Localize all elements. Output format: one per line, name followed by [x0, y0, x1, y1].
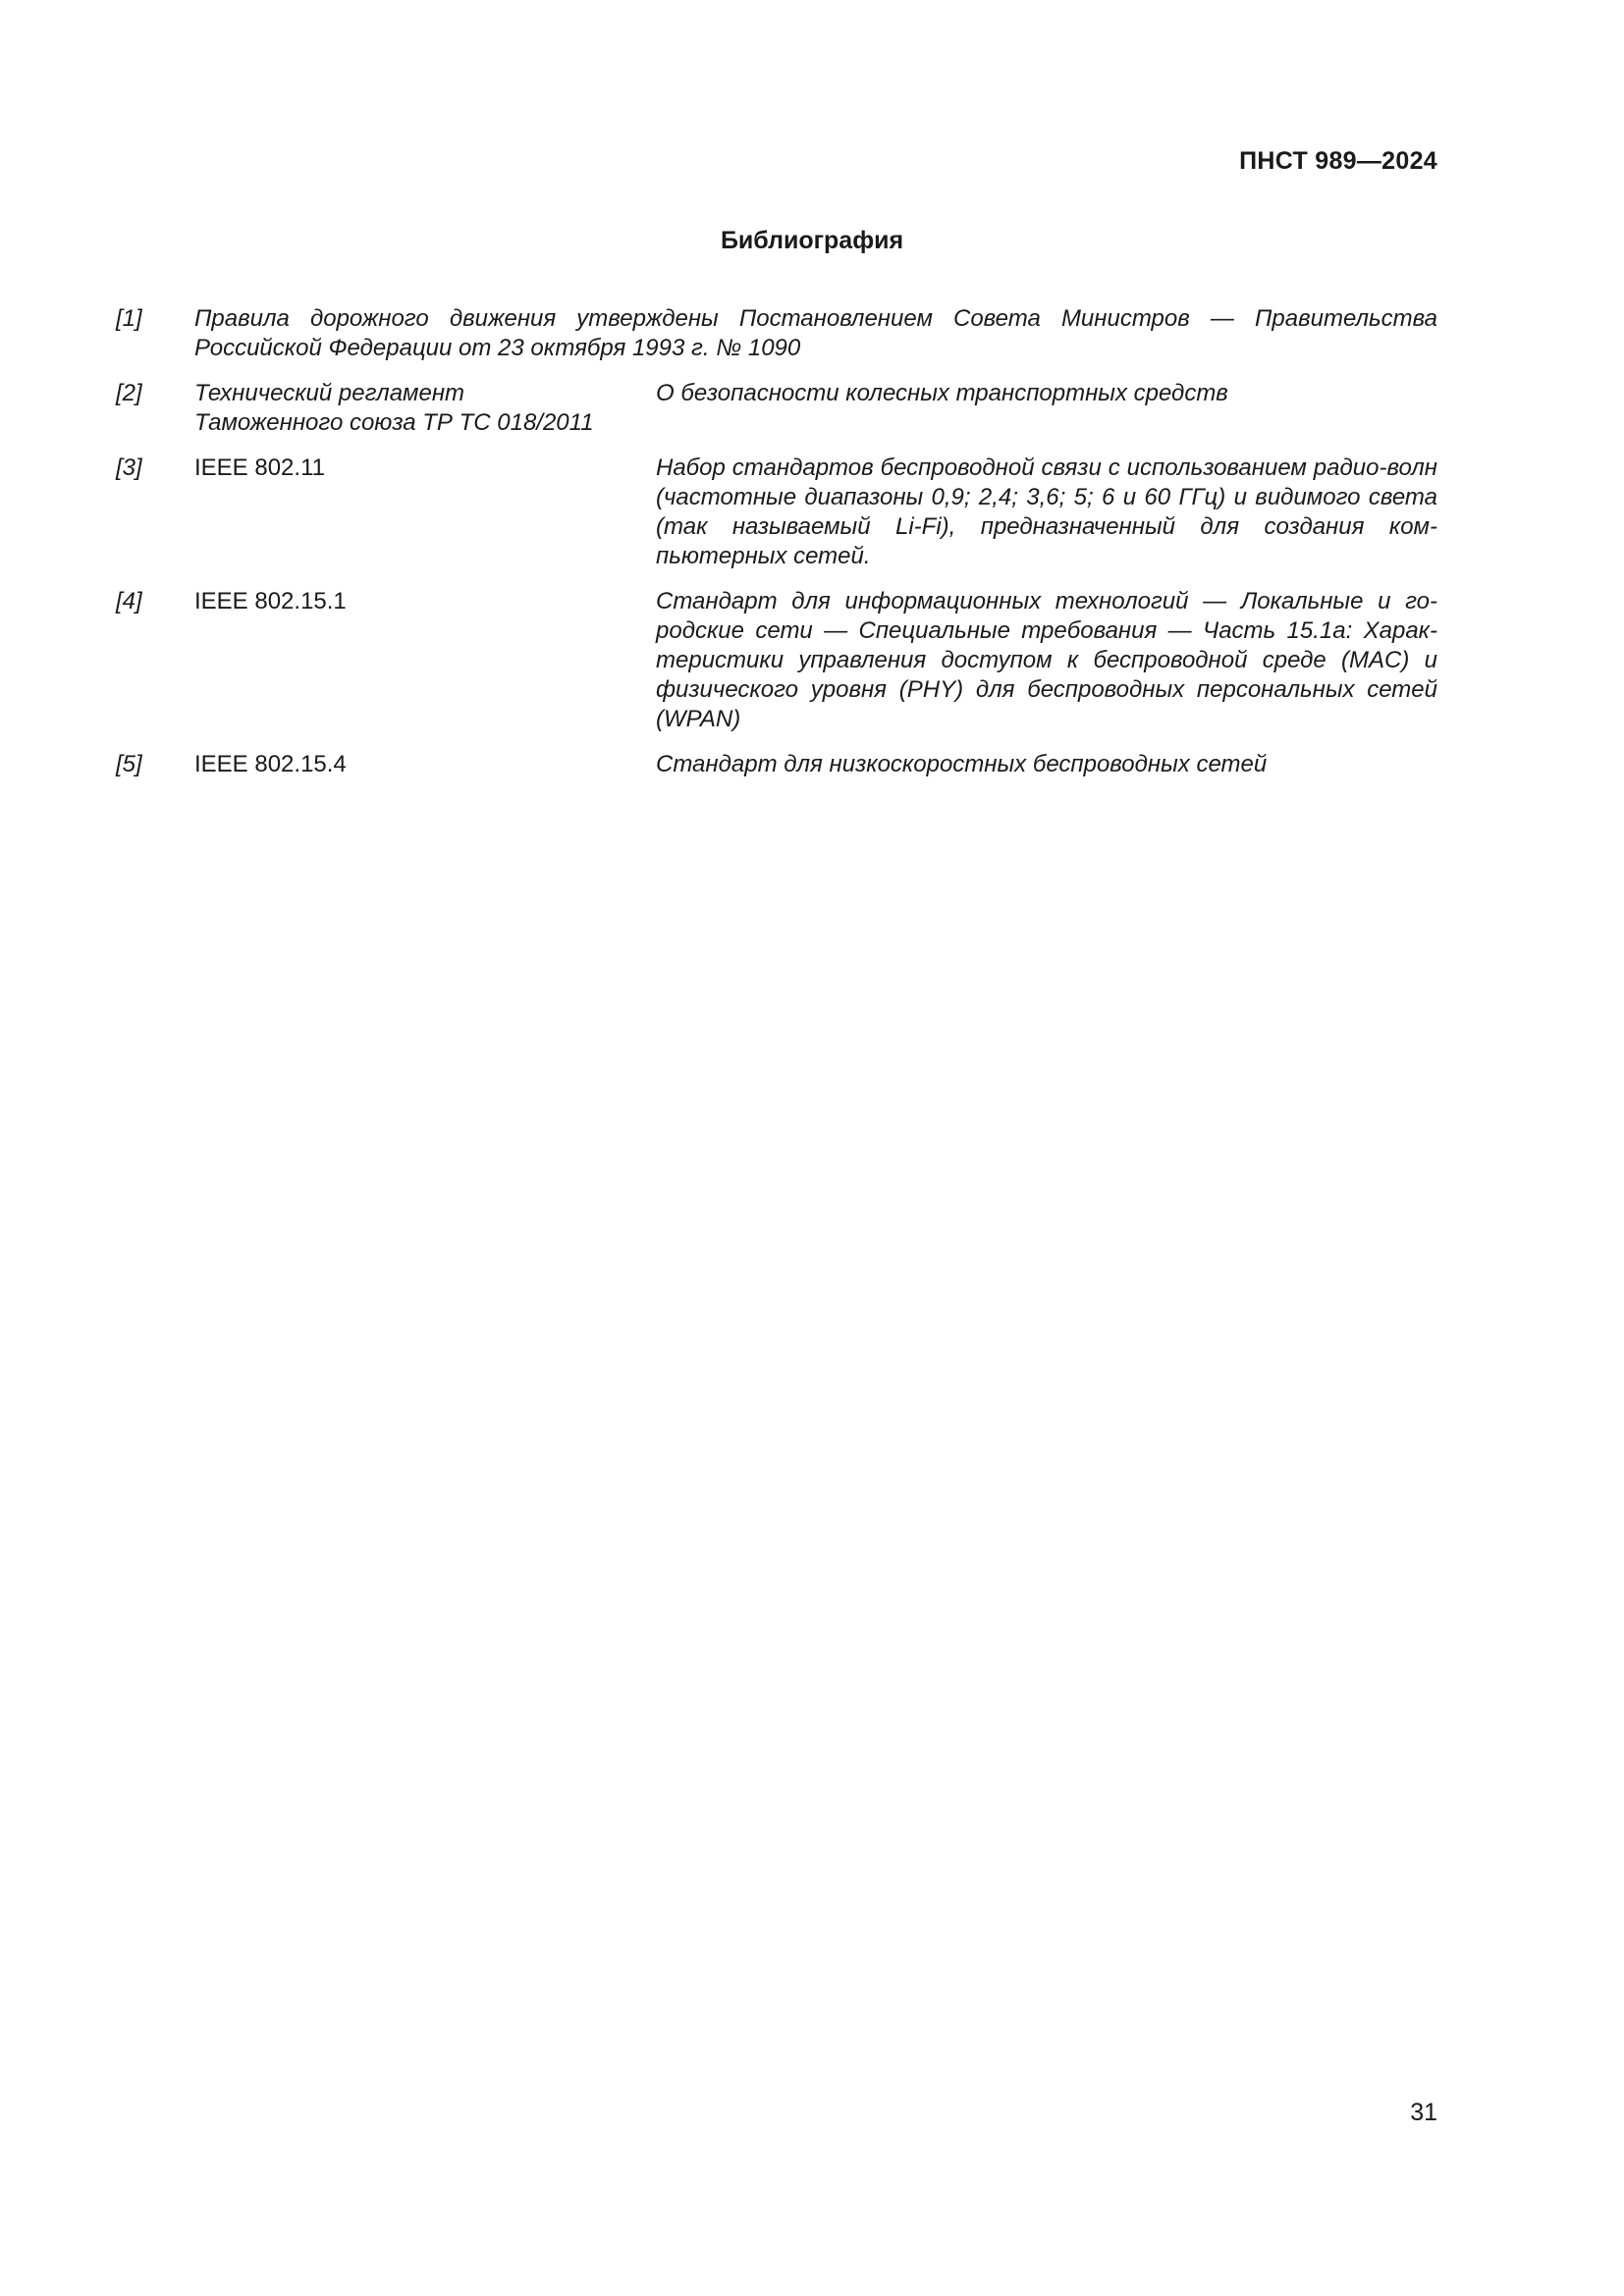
reference-number: [1] — [116, 305, 142, 332]
bibliography-entry — [116, 750, 1437, 779]
reference-description — [656, 587, 1437, 734]
reference-description — [656, 750, 1437, 779]
reference-document-name — [194, 454, 626, 483]
text-line: IEEE 802.11 — [194, 454, 325, 481]
page-title: Библиография — [720, 227, 904, 254]
page-number: 31 — [1410, 2099, 1437, 2126]
reference-text — [194, 304, 1437, 363]
text-line: родские сети — Специальные требования — Часть 15.1а: Харак- — [656, 617, 1437, 644]
bibliography-entry — [116, 587, 1437, 734]
bibliography-entry — [116, 304, 1437, 363]
reference-document-name — [194, 587, 626, 616]
text-line: Таможенного союза ТР ТС 018/2011 — [194, 409, 594, 436]
text-line: (WPAN) — [656, 706, 741, 732]
text-line: Набор стандартов беспроводной связи с использованием радио- — [656, 454, 1387, 481]
reference-number: [2] — [116, 380, 142, 406]
text-line: теристики управления доступом к беспроводной среде (MAC) и — [656, 647, 1437, 673]
text-line: Технический регламент — [194, 380, 465, 406]
text-line: света (так называемый Li-Fi), предназначенный для создания ком- — [656, 484, 1437, 540]
document-code: ПНСТ 989—2024 — [1239, 147, 1437, 175]
text-line: Российской Федерации от 23 октября 1993 г. № 1090 — [194, 335, 801, 361]
text-line: волн (частотные диапазоны 0,9; 2,4; 3,6; 5; 6 и 60 ГГц) и видимого — [656, 454, 1437, 510]
text-line: Стандарт для низкоскоростных беспроводных сетей — [656, 751, 1268, 777]
reference-description — [656, 379, 1437, 438]
text-line: пьютерных сетей. — [656, 543, 871, 569]
bibliography-list — [116, 304, 1437, 795]
text-line: О безопасности колесных транспортных средств — [656, 380, 1228, 406]
text-line: IEEE 802.15.1 — [194, 588, 347, 614]
bibliography-entry — [116, 379, 1437, 438]
reference-number: [5] — [116, 751, 142, 777]
reference-document-name — [194, 379, 626, 438]
text-line: Стандарт для информационных технологий — Локальные и го- — [656, 588, 1437, 614]
text-line: физического уровня (PHY) для беспроводных персональных сетей — [656, 676, 1437, 703]
reference-number: [3] — [116, 454, 142, 481]
text-line: IEEE 802.15.4 — [194, 751, 347, 777]
reference-number: [4] — [116, 588, 142, 614]
bibliography-entry — [116, 454, 1437, 571]
reference-document-name — [194, 750, 626, 779]
reference-description — [656, 454, 1437, 571]
text-line: Правила дорожного движения утверждены Постановлением Совета Министров — Правительства — [194, 305, 1437, 332]
